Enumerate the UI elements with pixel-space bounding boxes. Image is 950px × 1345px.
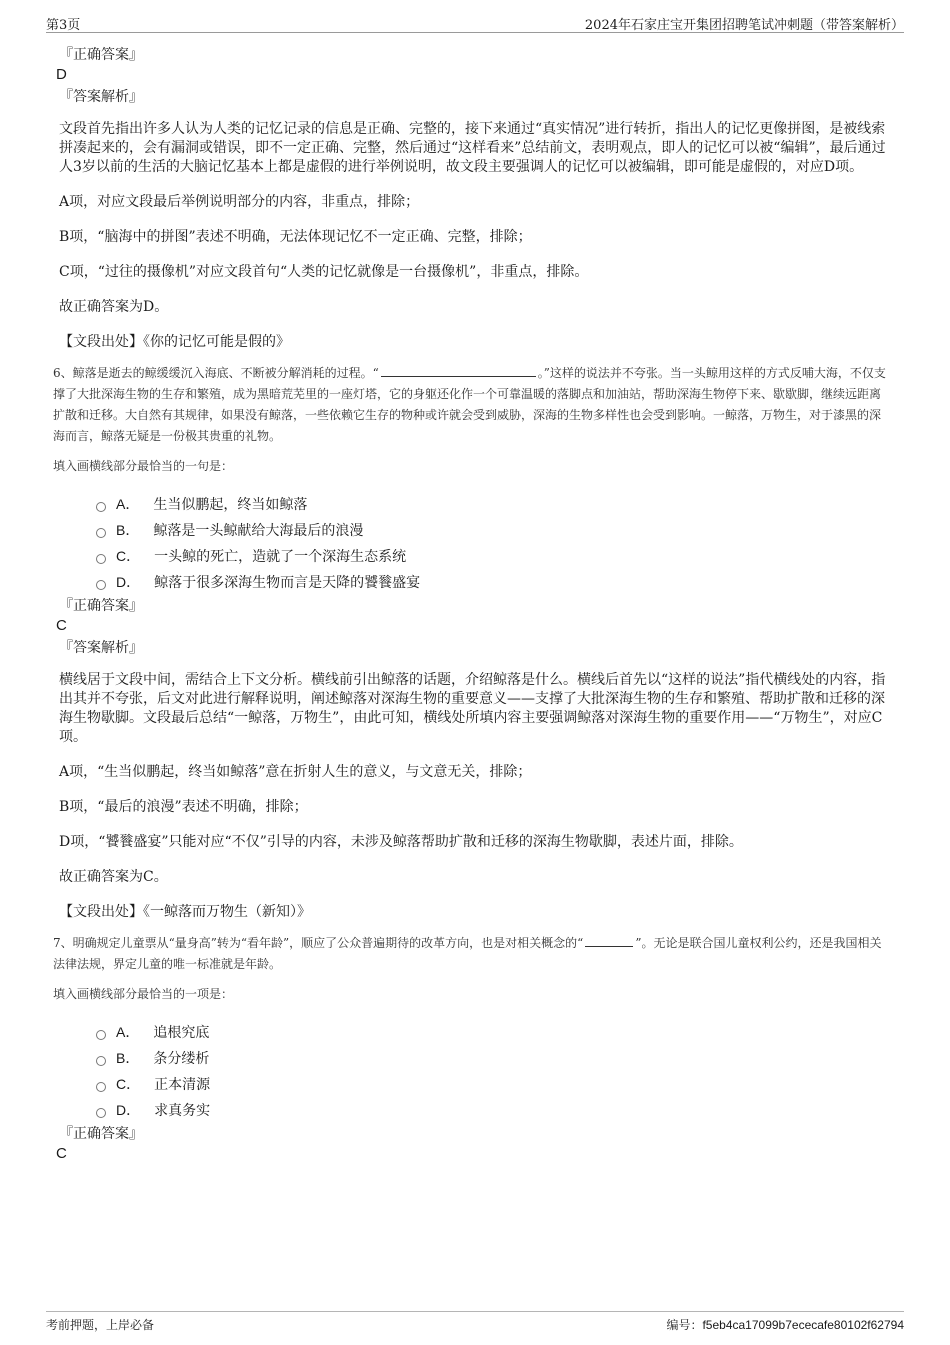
footer-slogan: 考前押题，上岸必备 [46,1318,155,1332]
options-list [56,1019,886,1123]
correct-answer-label: 『正确答案』 [59,598,143,614]
option-c[interactable]: C． 正本清源 [96,1071,886,1097]
analysis-paragraph: B项，“脑海中的拼图”表述不明确，无法体现记忆不一定正确、完整，排除； [59,229,532,245]
radio-icon[interactable] [96,554,106,564]
analysis-paragraph: A项，对应文段最后举例说明部分的内容，非重点，排除； [59,194,420,210]
option-d[interactable]: D． 求真务实 [96,1097,886,1123]
radio-icon[interactable] [96,528,106,538]
analysis-paragraph: B项，“最后的浪漫”表述不明确，排除； [59,799,308,815]
page-footer [46,1311,904,1336]
radio-icon[interactable] [96,1030,106,1040]
fill-blank [381,365,536,377]
question-prompt: 填入画横线部分最恰当的一项是： [53,987,234,1001]
analysis-paragraph: 文段首先指出许多人认为人类的记忆记录的信息是正确、完整的，接下来通过“真实情况”进行转折，指出人的记忆更像拼图，是被线索拼凑起来的，会有漏洞或错误，即不一定正确、完整，然后通过“这样看来”总结前文，表明观点，即人的记忆可以被“编辑”，最后通过人3岁以前的生活的大脑记忆基本上都是虚假的进行举例说明，故文段主要强调人的记忆可以被编辑，即可能是虚假的，对应D项。 [59,121,886,175]
correct-answer-value: C [56,1145,67,1162]
source-citation: 【文段出处】《一鲸落而万物生（新知）》 [59,904,311,920]
question-prompt: 填入画横线部分最恰当的一句是： [53,459,234,473]
question-stem: 6、鲸落是逝去的鲸缓缓沉入海底、不断被分解消耗的过程。“ 。”这样的说法并不夸张。当一头鲸用这样的方式反哺大海，不仅支撑了大批深海生物的生存和繁殖，成为黑暗荒芜里的一座灯塔，它的身躯还化作一个可靠温暖的落脚点和加油站，帮助深海生物停下来、歇歇脚，继续远距离扩散和迁移。大自然有其规律，如果没有鲸落，一些依赖它生存的物种或许就会受到威胁，深海的生物多样性也会受到影响。一鲸落，万物生，对于漆黑的深海而言，鲸落无疑是一份极其贵重的礼物。 [53,366,886,443]
correct-answer-label: 『正确答案』 [59,1126,143,1142]
radio-icon[interactable] [96,502,106,512]
analysis-paragraph: D项，“饕餮盛宴”只能对应“不仅”引导的内容，未涉及鲸落帮助扩散和迁移的深海生物歇脚，表述片面，排除。 [59,834,743,850]
correct-answer-value: C [56,617,67,634]
analysis-paragraph: C项，“过往的摄像机”对应文段首句“人类的记忆就像是一台摄像机”，非重点，排除。 [59,264,589,280]
analysis-label: 『答案解析』 [59,640,143,656]
question-stem: 7、明确规定儿童票从“量身高”转为“看年龄”，顺应了公众普遍期待的改革方向，也是对相关概念的“ ”。无论是联合国儿童权利公约，还是我国相关法律法规，界定儿童的唯一标准就是年龄。 [53,936,882,971]
document-serial: 编号：f5eb4ca17099b7ececafe80102f62794 [666,1318,904,1332]
analysis-paragraph: 横线居于文段中间，需结合上下文分析。横线前引出鲸落的话题，介绍鲸落是什么。横线后首先以“这样的说法”指代横线处的内容，指出其并不夸张，后文对此进行解释说明，阐述鲸落对深海生物的重要意义——支撑了大批深海生物的生存和繁殖、帮助扩散和迁移的深海生物歇脚。文段最后总结“一鲸落，万物生”，由此可知，横线处所填内容主要强调鲸落对深海生物的重要作用——“万物生”，对应C项。 [59,672,886,745]
analysis-paragraph: A项，“生当似鹏起，终当如鲸落”意在折射人生的意义，与文意无关，排除； [59,764,532,780]
options-list [56,491,886,595]
fill-blank [585,935,633,947]
analysis-label: 『答案解析』 [59,89,143,105]
option-a[interactable]: A． 生当似鹏起，终当如鲸落 [96,491,886,517]
analysis-paragraph: 故正确答案为D。 [59,299,169,315]
radio-icon[interactable] [96,1108,106,1118]
page-header [46,12,904,33]
radio-icon[interactable] [96,1056,106,1066]
radio-icon[interactable] [96,1082,106,1092]
analysis-paragraph: 故正确答案为C。 [59,869,168,885]
option-b[interactable]: B． 条分缕析 [96,1045,886,1071]
correct-answer-label: 『正确答案』 [59,47,143,63]
page-number: 第3页 [46,18,81,33]
correct-answer-value: D [56,66,67,83]
option-b[interactable]: B． 鲸落是一头鲸献给大海最后的浪漫 [96,517,886,543]
option-a[interactable]: A． 追根究底 [96,1019,886,1045]
radio-icon[interactable] [96,580,106,590]
document-title: 2024年石家庄宝开集团招聘笔试冲刺题（带答案解析） [584,18,904,33]
main-content [53,46,886,1163]
option-c[interactable]: C． 一头鲸的死亡，造就了一个深海生态系统 [96,543,886,569]
source-citation: 【文段出处】《你的记忆可能是假的》 [59,334,290,350]
option-d[interactable]: D． 鲸落于很多深海生物而言是天降的饕餮盛宴 [96,569,886,595]
